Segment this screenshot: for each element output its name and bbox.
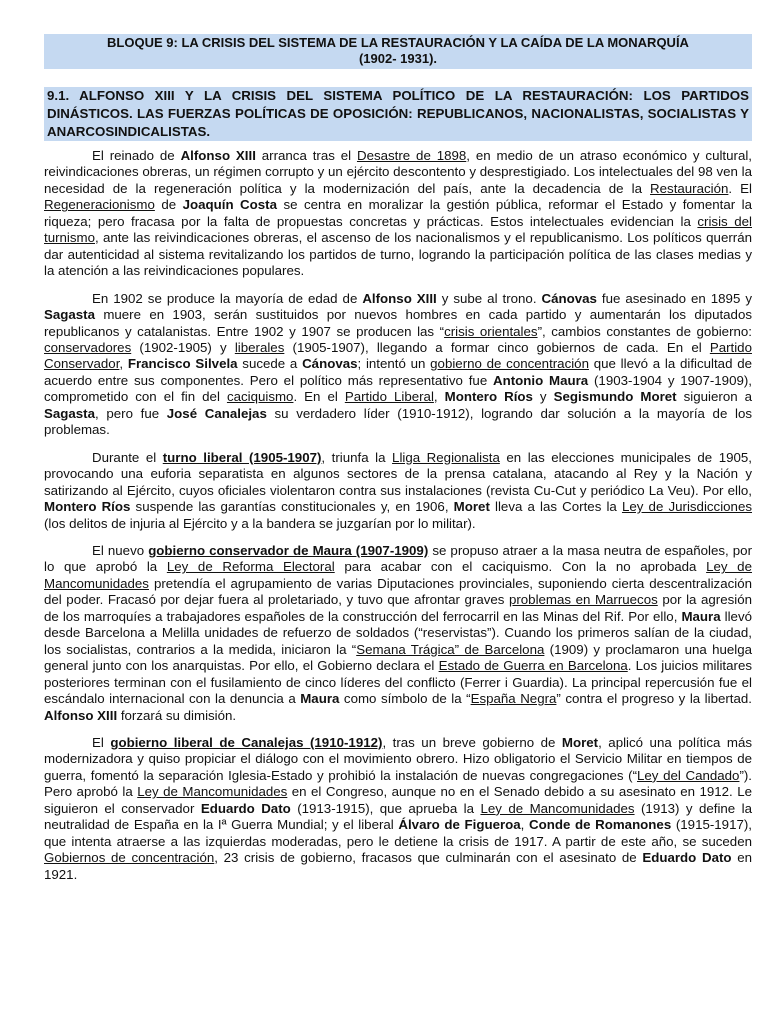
- underlined-term: España Negra: [470, 691, 557, 707]
- underlined-term: Ley de Mancomunidades: [480, 800, 635, 816]
- underlined-term: crisis del turnismo: [44, 213, 752, 246]
- paragraph-4: El nuevo gobierno conservador de Maura (1907-1909) se propuso atraer a la masa neutra de españoles, por lo que aprobó la Ley de Reforma Electoral para acabar con el caciquismo. Con la no aprobada Ley de Mancomunidades pretendía el agrupamiento de varias Diputaciones provinciales, suponiendo cierta descentralización del poder. Fracasó por dejar fuera al proletariado, y tuvo que afrontar graves problemas en Marruecos por la agresión de los marroquíes a trabajadores españoles de la construcción del ferrocarril en las Minas del Rif. Por ello, Maura llevó desde Barcelona a Melilla unidades de refuerzo de soldados (“reservistas”). Cuando los primeros salían de la ciudad, los socialistas, contrarios a la medida, iniciaron la “Semana Trágica” de Barcelona (1909) y proclamaron una huelga general junto con los anarquistas. Por ello, el Gobierno declara el Estado de Guerra en Barcelona. Los juicios militares posteriores terminan con el fusilamiento de cinco líderes del conflicto (Ferrer i Guardia). La principal repercusión fue el escándalo internacional con la denuncia a Maura como símbolo de la “España Negra” contra el progreso y la libertad. Alfonso XIII forzará su dimisión.: [44, 542, 753, 723]
- emphasis-term: Alfonso XIII: [44, 707, 118, 723]
- emphasis-term: Joaquín Costa: [182, 197, 277, 213]
- emphasis-term: Cánovas: [541, 290, 597, 306]
- emphasis-term: turno liberal (1905-1907): [162, 449, 322, 465]
- underlined-term: Lliga Regionalista: [392, 449, 500, 465]
- emphasis-term: Eduardo Dato: [200, 800, 291, 816]
- emphasis-term: Montero Ríos: [444, 389, 533, 405]
- emphasis-term: Segismundo Moret: [553, 389, 677, 405]
- underlined-term: problemas en Marruecos: [508, 592, 658, 608]
- emphasis-term: gobierno conservador de Maura (1907-1909): [148, 542, 429, 558]
- paragraph-1: El reinado de Alfonso XIII arranca tras el Desastre de 1898, en medio de un atraso económico y cultural, reivindicaciones obreras, un régimen corrupto y un ejército descontento y desprestigiado. Los intelectuales del 98 ven la necesidad de la regeneración política y la modernización del país, ante la decadencia de la Restauración. El Regeneracionismo de Joaquín Costa se centra en moralizar la gestión pública, reformar el Estado y fomentar la riqueza; pero fracasa por la falta de propuestas concretas y prácticas. Estos intelectuales evidencian la crisis del turnismo, ante las reivindicaciones obreras, el ascenso de los nacionalismos y el republicanismo. Los políticos querrán dar autenticidad al sistema revitalizando los partidos de turno, logrando la participación política de las clases medias y la atención a las reivindicaciones populares.: [44, 148, 752, 279]
- underlined-term: liberales: [234, 339, 285, 355]
- block-title: [44, 34, 752, 69]
- emphasis-term: Álvaro de Figueroa: [398, 817, 521, 833]
- emphasis-term: Moret: [453, 499, 490, 515]
- emphasis-term: Maura: [681, 608, 721, 624]
- underlined-term: crisis orientales: [444, 323, 538, 339]
- underlined-term: gobierno de concentración: [430, 356, 589, 372]
- block-title-line-1: BLOQUE 9: LA CRISIS DEL SISTEMA DE LA RESTAURACIÓN Y LA CAÍDA DE LA MONARQUÍA: [107, 35, 689, 50]
- emphasis-term: Maura: [300, 691, 340, 707]
- paragraph-2: En 1902 se produce la mayoría de edad de Alfonso XIII y sube al trono. Cánovas fue asesinado en 1895 y Sagasta muere en 1903, serán sustituidos por nuevos hombres en cada partido y aumentarán los diputados republicanos y catalanistas. Entre 1902 y 1907 se producen las “crisis orientales”, cambios constantes de gobierno: conservadores (1902-1905) y liberales (1905-1907), llegando a formar cinco gobiernos de cada. En el Partido Conservador, Francisco Silvela sucede a Cánovas; intentó un gobierno de concentración que llevó a la dificultad de acuerdo entre sus componentes. Pero el político más representativo fue Antonio Maura (1903-1904 y 1907-1909), comprometido con el fin del caciquismo. En el Partido Liberal, Montero Ríos y Segismundo Moret siguieron a Sagasta, pero fue José Canalejas su verdadero líder (1910-1912), logrando dar solución a la mayoría de los problemas.: [44, 290, 753, 438]
- emphasis-term: Alfonso XIII: [362, 290, 437, 306]
- emphasis-term: Moret: [561, 734, 599, 750]
- underlined-term: Ley de Jurisdicciones: [621, 499, 752, 515]
- emphasis-term: Sagasta: [44, 405, 95, 421]
- emphasis-term: Alfonso XIII: [180, 148, 256, 163]
- underlined-term: Desastre de 1898: [356, 148, 467, 163]
- underlined-term: Restauración: [650, 180, 729, 196]
- paragraph-3: Durante el turno liberal (1905-1907), triunfa la Lliga Regionalista en las elecciones municipales de 1905, provocando una euforia separatista en algunos sectores de la prensa catalana, atacando al Rey y la Nación y satirizando al Ejército, cuyos oficiales violentaron contra sus instalaciones (revista Cu-Cut y periódico La Veu). Por ello, Montero Ríos suspende las garantías constitucionales y, en 1906, Moret lleva a las Cortes la Ley de Jurisdicciones (los delitos de injuria al Ejército y a la bandera se juzgarían por lo militar).: [44, 449, 752, 531]
- paragraph-5: El gobierno liberal de Canalejas (1910-1912), tras un breve gobierno de Moret, aplicó una política más modernizadora y quiso propiciar el diálogo con el movimiento obrero. Hizo obligatorio el Servicio Militar en tiempos de guerra, fomentó la separación Iglesia-Estado y prohibió la instalación de nuevas congregaciones (“Ley del Candado”). Pero aprobó la Ley de Mancomunidades en el Congreso, aunque no en el Senado debido a su asesinato en 1912. Le siguieron el conservador Eduardo Dato (1913-1915), que aprueba la Ley de Mancomunidades (1913) y define la neutralidad de España en la Iª Guerra Mundial; y el liberal Álvaro de Figueroa, Conde de Romanones (1915-1917), que intenta atraerse a las izquierdas moderadas, pero le detiene la crisis de 1917. A partir de este año, se suceden Gobiernos de concentración, 23 crisis de gobierno, fracasos que culminarán con el asesinato de Eduardo Dato en 1921.: [44, 734, 753, 882]
- underlined-term: caciquismo: [226, 389, 294, 405]
- emphasis-term: Cánovas: [302, 356, 358, 372]
- underlined-term: Gobiernos de concentración: [44, 850, 215, 866]
- underlined-term: conservadores: [44, 339, 132, 355]
- underlined-term: Semana Trágica” de Barcelona: [356, 641, 545, 657]
- underlined-term: Estado de Guerra en Barcelona: [438, 658, 628, 674]
- underlined-term: Regeneracionismo: [44, 197, 155, 213]
- emphasis-term: Montero Ríos: [44, 499, 131, 515]
- emphasis-term: Francisco Silvela: [127, 356, 238, 372]
- underlined-term: Ley del Candado: [637, 767, 740, 783]
- emphasis-term: Sagasta: [44, 307, 95, 323]
- underlined-term: Partido Conservador: [44, 339, 752, 372]
- block-title-line-2: (1902- 1931).: [358, 51, 438, 66]
- emphasis-term: Conde de Romanones: [529, 817, 672, 833]
- underlined-term: Ley de Mancomunidades: [44, 559, 752, 591]
- underlined-term: Ley de Reforma Electoral: [166, 559, 335, 575]
- body-text: [44, 148, 752, 894]
- emphasis-term: Eduardo Dato: [642, 850, 732, 866]
- underlined-term: Partido Liberal: [344, 389, 434, 405]
- underlined-term: Ley de Mancomunidades: [137, 784, 288, 800]
- emphasis-term: gobierno liberal de Canalejas (1910-1912): [110, 734, 383, 750]
- emphasis-term: José Canalejas: [166, 405, 267, 421]
- section-heading: 9.1. ALFONSO XIII Y LA CRISIS DEL SISTEMA POLÍTICO DE LA RESTAURACIÓN: LOS PARTIDOS DINÁSTICOS. LAS FUERZAS POLÍTICAS DE OPOSICIÓN: REPUBLICANOS, NACIONALISTAS, SOCIALISTAS Y ANARCOSINDICALISTAS.: [44, 87, 752, 141]
- emphasis-term: Antonio Maura: [493, 372, 589, 388]
